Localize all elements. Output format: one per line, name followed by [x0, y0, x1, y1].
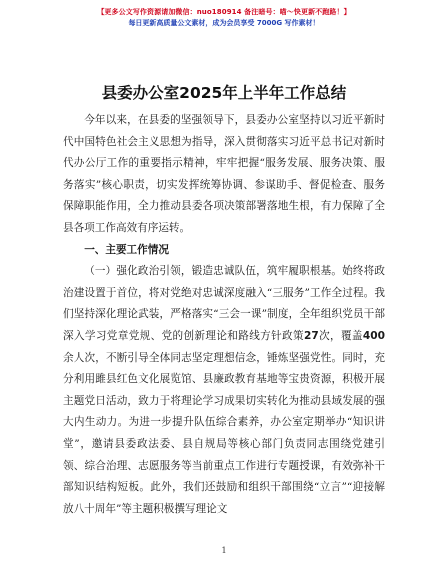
document-body	[63, 110, 385, 520]
intro-paragraph: 今年以来，在县委的坚强领导下，县委办公室坚持以习近平新时代中国特色社会主义思想为指导，深入贯彻落实习近平总书记对新时代办公厅工作的重要指示精神，牢牢把握“服务发展、服务决策、服务落实”核心职责，切实发挥统筹协调、参谋助手、督促检查、服务保障职能作用，全力推动县委各项决策部署落地生根，有力保障了全县各项工作高效有序运转。	[63, 114, 385, 234]
paragraph-text-part-1: （一）强化政治引领，锻造忠诚队伍，筑牢履职根基。始终将政治建设置于首位，将对党绝对忠诚深度融入“三服务”工作全过程。我们坚持深化理论武装，严格落实“三会一课”制度，全年组织党员干部深入学习党章党规、党的创新理论和路线方针政策	[63, 265, 385, 342]
paragraph-text-part-2: 次，覆盖	[318, 329, 363, 342]
section-heading-main-work: 一、主要工作情况	[84, 243, 169, 256]
promo-banner-line-2: 每日更新高质量公文素材，成为会员享受 7000G 写作素材！	[128, 19, 320, 27]
promo-banner	[0, 7, 448, 28]
document-title: 县委办公室2025年上半年工作总结	[101, 84, 347, 102]
study-count-number: 27	[303, 329, 319, 342]
promo-banner-line-1: 【更多公文写作资源请加微信：nuo180914 备注暗号：喵～快更新不跑路！】	[97, 8, 351, 16]
paragraph-political-leadership	[63, 261, 385, 520]
participant-count-number: 400	[362, 329, 386, 342]
paragraph-text-part-3: 余人次，不断引导全体同志坚定理想信念，锤炼坚强党性。同时，充分利用雎县红色文化展览馆、县廉政教育基地等宝贵资源，积极开展主题党日活动，致力于将理论学习成果切实转化为推动县域发展的强大内生动力。为进一步提升队伍综合素养，办公室定期举办“知识讲堂”，邀请县委政法委、县自规局等核心部门负责同志围绕党建引领、综合治理、志愿服务等当前重点工作进行专题授课，有效弥补干部知识结构短板。此外，我们还鼓励和组织干部围绕“立言”“迎接解放八十周年”等主题积极撰写理论文	[63, 351, 385, 515]
page-number: 1	[221, 546, 227, 555]
